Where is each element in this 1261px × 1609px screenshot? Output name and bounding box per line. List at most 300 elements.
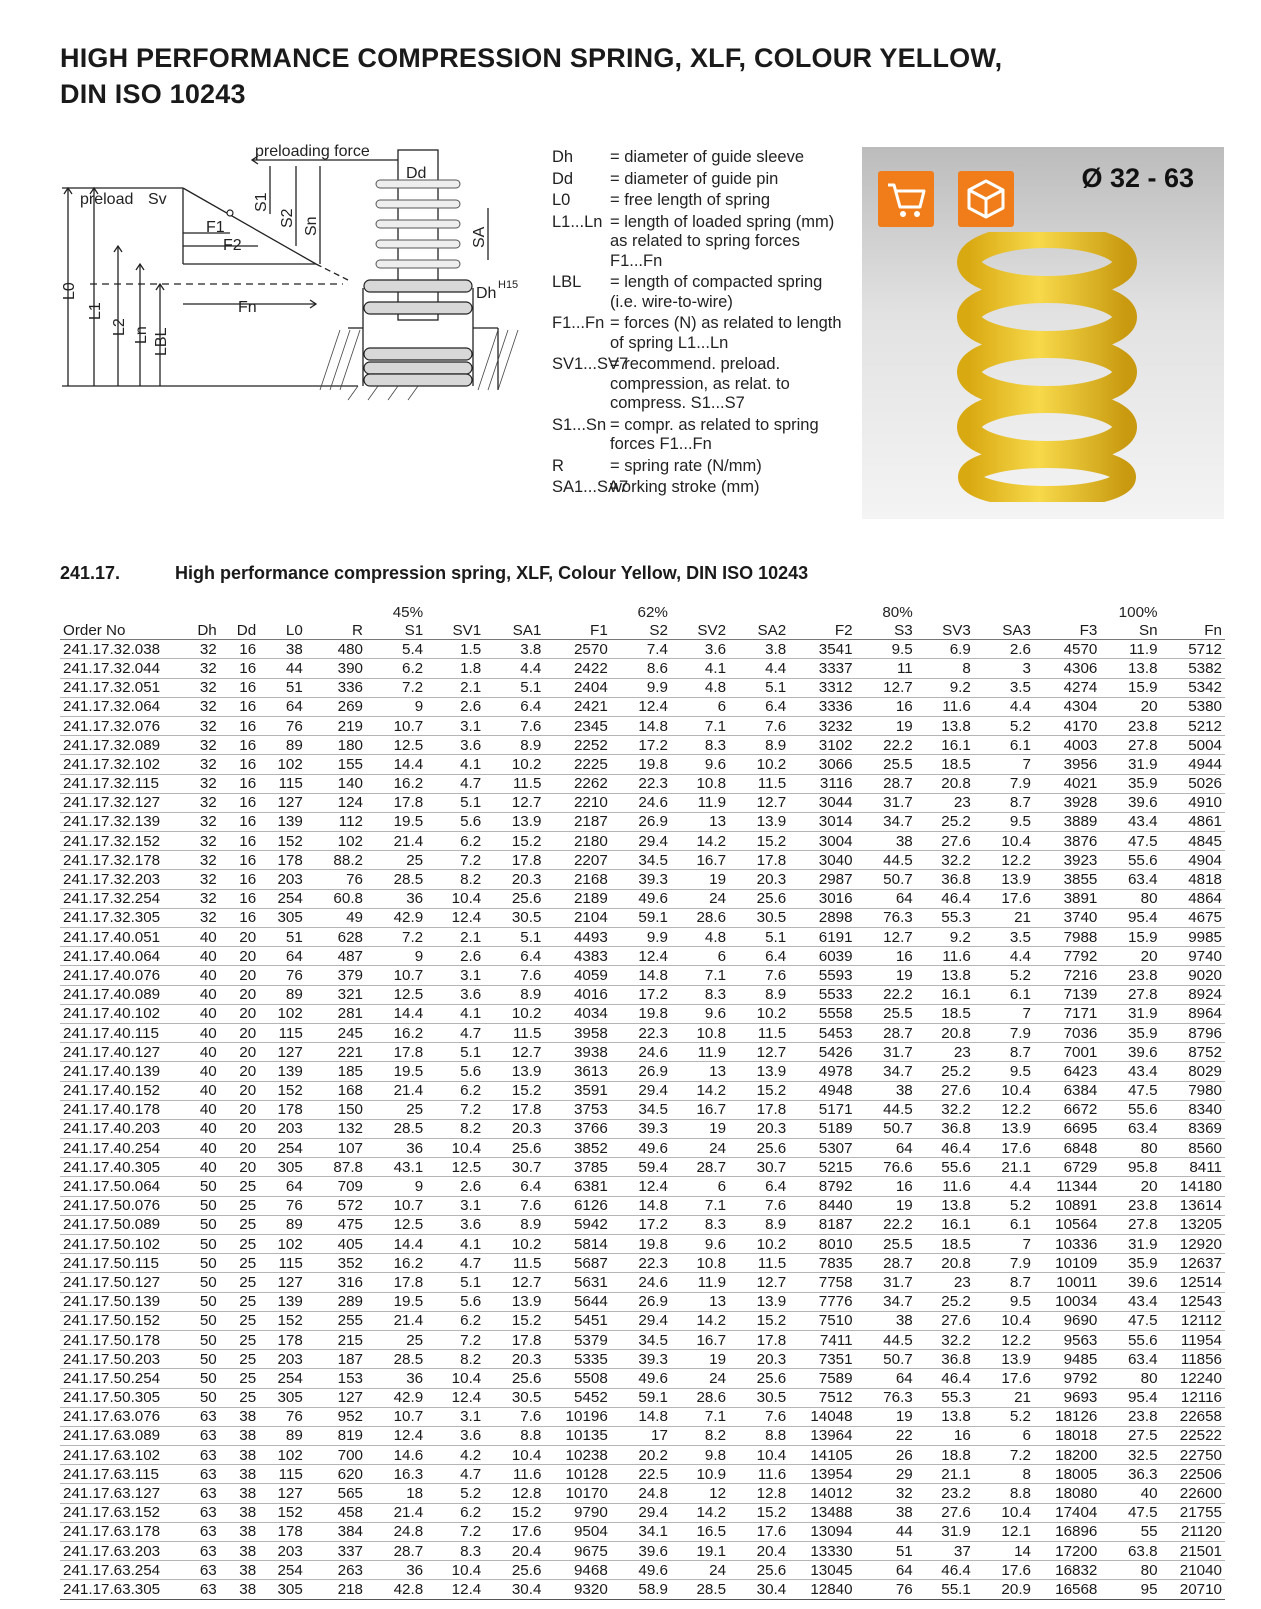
legend-text: = length of loaded spring (mm) as related to spring forces F1...Fn	[610, 212, 835, 270]
table-cell: 2345	[544, 716, 610, 735]
column-header: S2	[611, 621, 671, 640]
table-cell: 31.9	[1100, 1235, 1160, 1254]
table-cell: 16.7	[671, 1330, 729, 1349]
table-cell: 47.5	[1100, 1311, 1160, 1330]
table-cell: 7139	[1034, 985, 1100, 1004]
order-number-cell: 241.17.50.139	[60, 1292, 187, 1311]
order-number-cell: 241.17.40.102	[60, 1004, 187, 1023]
order-number-cell: 241.17.50.152	[60, 1311, 187, 1330]
table-cell: 15.2	[729, 1081, 789, 1100]
table-row	[60, 1215, 1225, 1234]
table-cell: 17.8	[729, 1100, 789, 1119]
table-cell: 7.4	[611, 640, 671, 659]
table-cell: 25.5	[856, 755, 916, 774]
table-cell: 31.7	[856, 1043, 916, 1062]
order-number-cell: 241.17.40.152	[60, 1081, 187, 1100]
add-to-cart-button[interactable]	[878, 171, 934, 227]
table-cell: 13045	[789, 1561, 855, 1580]
table-cell: 22.2	[856, 1215, 916, 1234]
table-cell: 7589	[789, 1369, 855, 1388]
table-cell: 13.9	[974, 870, 1034, 889]
table-cell: 28.6	[671, 1388, 729, 1407]
table-cell: 20	[220, 966, 259, 985]
table-cell: 29.4	[611, 1311, 671, 1330]
table-cell: 269	[306, 697, 366, 716]
table-cell: 16.2	[366, 1254, 426, 1273]
table-cell: 7835	[789, 1254, 855, 1273]
column-header: F2	[789, 621, 855, 640]
table-cell: 32	[187, 908, 220, 927]
table-cell: 21	[974, 1388, 1034, 1407]
table-cell: 38	[220, 1542, 259, 1561]
table-cell: 38	[856, 1081, 916, 1100]
table-cell: 34.5	[611, 851, 671, 870]
table-cell: 9792	[1034, 1369, 1100, 1388]
table-cell: 11.9	[671, 793, 729, 812]
table-row	[60, 1119, 1225, 1138]
legend-symbol: LBL	[552, 273, 582, 291]
table-cell: 11.5	[484, 1254, 544, 1273]
table-cell: 4.1	[426, 755, 484, 774]
table-cell: 21.4	[366, 832, 426, 851]
table-cell: 6.2	[426, 1081, 484, 1100]
table-cell: 115	[259, 1254, 306, 1273]
table-cell: 5.1	[484, 928, 544, 947]
table-cell: 32.2	[916, 1330, 974, 1349]
table-cell: 10.8	[671, 1023, 729, 1042]
table-cell: 8796	[1161, 1023, 1225, 1042]
table-cell: 14.4	[366, 1004, 426, 1023]
table-cell: 11.6	[729, 1465, 789, 1484]
table-cell: 709	[306, 1177, 366, 1196]
table-cell: 59.1	[611, 1388, 671, 1407]
table-cell: 572	[306, 1196, 366, 1215]
table-cell: 44	[856, 1522, 916, 1541]
legend-symbol: Dh	[552, 148, 574, 166]
table-cell: 20	[220, 1023, 259, 1042]
table-cell: 3928	[1034, 793, 1100, 812]
table-cell: 305	[259, 1388, 306, 1407]
table-cell: 44	[259, 659, 306, 678]
table-row	[60, 1139, 1225, 1158]
table-cell: 139	[259, 812, 306, 831]
table-row	[60, 793, 1225, 812]
table-row	[60, 1235, 1225, 1254]
table-cell: 12.4	[426, 1388, 484, 1407]
table-cell: 25.2	[916, 1292, 974, 1311]
table-cell: 5558	[789, 1004, 855, 1023]
table-cell: 26	[856, 1446, 916, 1465]
table-cell: 3541	[789, 640, 855, 659]
table-cell: 76.3	[856, 908, 916, 927]
table-row	[60, 1369, 1225, 1388]
cad-download-button[interactable]	[958, 171, 1014, 227]
table-cell: 30.7	[729, 1158, 789, 1177]
table-cell: 3958	[544, 1023, 610, 1042]
table-cell: 18200	[1034, 1446, 1100, 1465]
table-cell: 2570	[544, 640, 610, 659]
table-cell: 40	[187, 928, 220, 947]
table-cell: 5.1	[729, 678, 789, 697]
table-cell: 43.4	[1100, 812, 1160, 831]
table-cell: 40	[187, 1062, 220, 1081]
pct-45: 45%	[392, 604, 424, 621]
order-number-cell: 241.17.63.152	[60, 1503, 187, 1522]
legend-text: = spring rate (N/mm)	[610, 456, 762, 475]
table-cell: 10336	[1034, 1235, 1100, 1254]
table-cell: 10.8	[671, 774, 729, 793]
table-cell: 21.1	[916, 1465, 974, 1484]
order-number-cell: 241.17.32.089	[60, 736, 187, 755]
order-number-cell: 241.17.40.127	[60, 1043, 187, 1062]
table-cell: 305	[259, 1580, 306, 1599]
table-cell: 40	[187, 1023, 220, 1042]
column-header: Fn	[1161, 621, 1225, 640]
table-cell: 9563	[1034, 1330, 1100, 1349]
table-cell: 6126	[544, 1196, 610, 1215]
column-header: SA1	[484, 621, 544, 640]
table-cell: 44.5	[856, 851, 916, 870]
table-cell: 14180	[1161, 1177, 1225, 1196]
table-cell: 8560	[1161, 1139, 1225, 1158]
table-cell: 19	[856, 966, 916, 985]
table-cell: 4034	[544, 1004, 610, 1023]
diagram-label-l1: L1	[87, 302, 104, 320]
legend-row	[552, 273, 852, 312]
table-cell: 24	[671, 1369, 729, 1388]
table-cell: 21040	[1161, 1561, 1225, 1580]
order-number-cell: 241.17.32.038	[60, 640, 187, 659]
table-cell: 76.6	[856, 1158, 916, 1177]
table-cell: 6381	[544, 1177, 610, 1196]
table-cell: 8.8	[974, 1484, 1034, 1503]
order-number-cell: 241.17.32.152	[60, 832, 187, 851]
order-number-cell: 241.17.63.305	[60, 1580, 187, 1599]
table-cell: 5004	[1161, 736, 1225, 755]
table-cell: 64	[259, 947, 306, 966]
table-cell: 2404	[544, 678, 610, 697]
column-header: F1	[544, 621, 610, 640]
table-cell: 10011	[1034, 1273, 1100, 1292]
table-cell: 3876	[1034, 832, 1100, 851]
table-cell: 6	[671, 947, 729, 966]
table-cell: 20.8	[916, 1254, 974, 1273]
table-cell: 12840	[789, 1580, 855, 1599]
table-cell: 2210	[544, 793, 610, 812]
table-cell: 3014	[789, 812, 855, 831]
order-number-cell: 241.17.32.203	[60, 870, 187, 889]
table-cell: 10.2	[484, 1235, 544, 1254]
table-cell: 480	[306, 640, 366, 659]
table-cell: 9.9	[611, 928, 671, 947]
table-cell: 18005	[1034, 1465, 1100, 1484]
table-cell: 40	[187, 1043, 220, 1062]
table-cell: 20.3	[484, 1119, 544, 1138]
diagram-label-preload: preload	[80, 191, 134, 208]
order-number-cell: 241.17.50.203	[60, 1350, 187, 1369]
table-cell: 4.4	[974, 947, 1034, 966]
table-cell: 8.3	[426, 1542, 484, 1561]
table-cell: 10.2	[484, 755, 544, 774]
table-cell: 50	[187, 1254, 220, 1273]
diagram-label-l2: L2	[111, 318, 128, 336]
legend-row	[552, 457, 852, 477]
table-cell: 27.8	[1100, 985, 1160, 1004]
table-cell: 34.7	[856, 812, 916, 831]
table-cell: 10034	[1034, 1292, 1100, 1311]
table-cell: 20	[220, 1004, 259, 1023]
table-cell: 4845	[1161, 832, 1225, 851]
table-cell: 7036	[1034, 1023, 1100, 1042]
table-cell: 18.5	[916, 755, 974, 774]
table-cell: 3.1	[426, 1196, 484, 1215]
table-cell: 40	[187, 966, 220, 985]
table-cell: 16	[220, 736, 259, 755]
table-cell: 25	[366, 1330, 426, 1349]
table-cell: 11954	[1161, 1330, 1225, 1349]
table-cell: 3855	[1034, 870, 1100, 889]
table-cell: 7.1	[671, 1407, 729, 1426]
table-cell: 15.2	[729, 1311, 789, 1330]
table-cell: 9.9	[611, 678, 671, 697]
table-row	[60, 1388, 1225, 1407]
table-cell: 11.6	[916, 1177, 974, 1196]
table-cell: 16	[220, 678, 259, 697]
table-cell: 1.5	[426, 640, 484, 659]
table-cell: 20	[220, 1119, 259, 1138]
table-cell: 11856	[1161, 1350, 1225, 1369]
table-cell: 3852	[544, 1139, 610, 1158]
table-cell: 9.6	[671, 755, 729, 774]
table-cell: 38	[259, 640, 306, 659]
table-cell: 5.1	[729, 928, 789, 947]
table-cell: 25	[220, 1215, 259, 1234]
table-cell: 16.7	[671, 1100, 729, 1119]
yellow-spring-image	[957, 232, 1137, 502]
table-cell: 700	[306, 1446, 366, 1465]
table-cell: 2421	[544, 697, 610, 716]
table-row	[60, 985, 1225, 1004]
table-cell: 5.2	[974, 716, 1034, 735]
order-number-cell: 241.17.40.051	[60, 928, 187, 947]
legend-row	[552, 355, 852, 414]
table-cell: 36.8	[916, 870, 974, 889]
table-cell: 64	[856, 1369, 916, 1388]
table-cell: 20.8	[916, 774, 974, 793]
table-cell: 8	[916, 659, 974, 678]
table-cell: 8.7	[974, 1043, 1034, 1062]
table-cell: 12116	[1161, 1388, 1225, 1407]
table-cell: 32	[187, 716, 220, 735]
table-cell: 11.5	[484, 774, 544, 793]
table-cell: 4.7	[426, 1023, 484, 1042]
table-cell: 7.2	[426, 1522, 484, 1541]
table-cell: 2262	[544, 774, 610, 793]
table-cell: 10.4	[426, 889, 484, 908]
table-cell: 10.4	[974, 1311, 1034, 1330]
table-cell: 7.6	[484, 716, 544, 735]
table-cell: 26.9	[611, 812, 671, 831]
table-cell: 27.6	[916, 832, 974, 851]
table-cell: 29.4	[611, 1503, 671, 1522]
table-cell: 3312	[789, 678, 855, 697]
column-header-row	[60, 621, 1225, 640]
order-number-cell: 241.17.50.076	[60, 1196, 187, 1215]
table-cell: 12.5	[366, 985, 426, 1004]
table-cell: 28.5	[366, 1119, 426, 1138]
table-cell: 25	[220, 1292, 259, 1311]
table-cell: 63	[187, 1561, 220, 1580]
table-cell: 19	[671, 870, 729, 889]
table-cell: 203	[259, 870, 306, 889]
column-header: SA2	[729, 621, 789, 640]
table-cell: 3938	[544, 1043, 610, 1062]
table-cell: 76	[856, 1580, 916, 1599]
table-cell: 16	[220, 812, 259, 831]
table-cell: 18.5	[916, 1004, 974, 1023]
table-cell: 11	[856, 659, 916, 678]
legend-symbol: L0	[552, 191, 571, 209]
table-cell: 10.7	[366, 1407, 426, 1426]
table-cell: 3.1	[426, 1407, 484, 1426]
table-cell: 39.3	[611, 1350, 671, 1369]
table-cell: 24	[671, 889, 729, 908]
table-cell: 42.9	[366, 908, 426, 927]
table-row	[60, 1484, 1225, 1503]
pct-100: 100%	[1118, 604, 1158, 621]
order-number-cell: 241.17.40.178	[60, 1100, 187, 1119]
spring-technical-diagram	[58, 140, 528, 420]
table-cell: 47.5	[1100, 1081, 1160, 1100]
table-cell: 38	[220, 1561, 259, 1580]
table-cell: 50	[187, 1215, 220, 1234]
table-cell: 16.5	[671, 1522, 729, 1541]
table-cell: 76	[259, 966, 306, 985]
table-cell: 9.5	[974, 1062, 1034, 1081]
column-header: Dh	[187, 621, 220, 640]
table-cell: 2987	[789, 870, 855, 889]
order-number-cell: 241.17.40.115	[60, 1023, 187, 1042]
spring-spec-table	[60, 603, 1225, 1600]
table-cell: 32	[187, 870, 220, 889]
table-cell: 5631	[544, 1273, 610, 1292]
table-cell: 12.7	[856, 928, 916, 947]
table-cell: 254	[259, 1561, 306, 1580]
table-cell: 64	[856, 1561, 916, 1580]
order-number-cell: 241.17.63.127	[60, 1484, 187, 1503]
table-row	[60, 908, 1225, 927]
table-cell: 153	[306, 1369, 366, 1388]
table-cell: 14.8	[611, 716, 671, 735]
table-cell: 2422	[544, 659, 610, 678]
table-cell: 18080	[1034, 1484, 1100, 1503]
table-cell: 2207	[544, 851, 610, 870]
order-number-cell: 241.17.50.178	[60, 1330, 187, 1349]
table-cell: 32	[856, 1484, 916, 1503]
table-cell: 24.6	[611, 793, 671, 812]
table-cell: 63	[187, 1484, 220, 1503]
table-cell: 8.9	[484, 985, 544, 1004]
table-cell: 19	[856, 716, 916, 735]
table-cell: 5.1	[426, 793, 484, 812]
table-cell: 6.4	[729, 697, 789, 716]
table-cell: 15.2	[484, 1503, 544, 1522]
table-cell: 63.4	[1100, 1119, 1160, 1138]
table-cell: 25	[366, 1100, 426, 1119]
table-cell: 17404	[1034, 1503, 1100, 1522]
table-cell: 25.6	[484, 1561, 544, 1580]
table-cell: 76	[259, 1196, 306, 1215]
table-cell: 7.2	[426, 1330, 484, 1349]
table-cell: 29.4	[611, 832, 671, 851]
table-cell: 12920	[1161, 1235, 1225, 1254]
table-row	[60, 1465, 1225, 1484]
table-cell: 22	[856, 1426, 916, 1445]
table-cell: 3.6	[426, 1426, 484, 1445]
table-cell: 39.6	[1100, 1273, 1160, 1292]
table-cell: 13	[671, 1292, 729, 1311]
table-cell: 4864	[1161, 889, 1225, 908]
table-cell: 11344	[1034, 1177, 1100, 1196]
table-cell: 17.8	[366, 1043, 426, 1062]
table-cell: 5.2	[426, 1484, 484, 1503]
order-number-cell: 241.17.32.051	[60, 678, 187, 697]
table-cell: 4.4	[484, 659, 544, 678]
table-cell: 7510	[789, 1311, 855, 1330]
table-cell: 9690	[1034, 1311, 1100, 1330]
table-row	[60, 678, 1225, 697]
table-cell: 127	[259, 1273, 306, 1292]
table-cell: 7.1	[671, 1196, 729, 1215]
table-cell: 4.2	[426, 1446, 484, 1465]
table-cell: 17.8	[366, 793, 426, 812]
table-row	[60, 1100, 1225, 1119]
table-cell: 9.6	[671, 1235, 729, 1254]
table-row	[60, 1177, 1225, 1196]
table-cell: 6.2	[426, 1503, 484, 1522]
table-cell: 7.2	[366, 928, 426, 947]
table-cell: 22658	[1161, 1407, 1225, 1426]
table-cell: 2.6	[426, 697, 484, 716]
table-cell: 3.6	[426, 985, 484, 1004]
table-cell: 12.4	[611, 1177, 671, 1196]
table-cell: 4016	[544, 985, 610, 1004]
table-cell: 4.1	[671, 659, 729, 678]
table-cell: 152	[259, 832, 306, 851]
diagram-label-sa: SA	[471, 226, 488, 248]
table-cell: 20	[220, 1043, 259, 1062]
table-row	[60, 1407, 1225, 1426]
table-cell: 50	[187, 1311, 220, 1330]
table-cell: 32.2	[916, 851, 974, 870]
table-cell: 32	[187, 755, 220, 774]
table-cell: 187	[306, 1350, 366, 1369]
table-cell: 35.9	[1100, 1023, 1160, 1042]
table-cell: 6	[974, 1426, 1034, 1445]
table-cell: 64	[856, 889, 916, 908]
table-cell: 4861	[1161, 812, 1225, 831]
table-cell: 5644	[544, 1292, 610, 1311]
table-cell: 25	[220, 1235, 259, 1254]
table-cell: 4021	[1034, 774, 1100, 793]
table-cell: 180	[306, 736, 366, 755]
table-row	[60, 1561, 1225, 1580]
order-number-cell: 241.17.50.115	[60, 1254, 187, 1273]
table-cell: 16896	[1034, 1522, 1100, 1541]
table-cell: 305	[259, 908, 306, 927]
table-cell: 34.5	[611, 1100, 671, 1119]
table-cell: 178	[259, 851, 306, 870]
